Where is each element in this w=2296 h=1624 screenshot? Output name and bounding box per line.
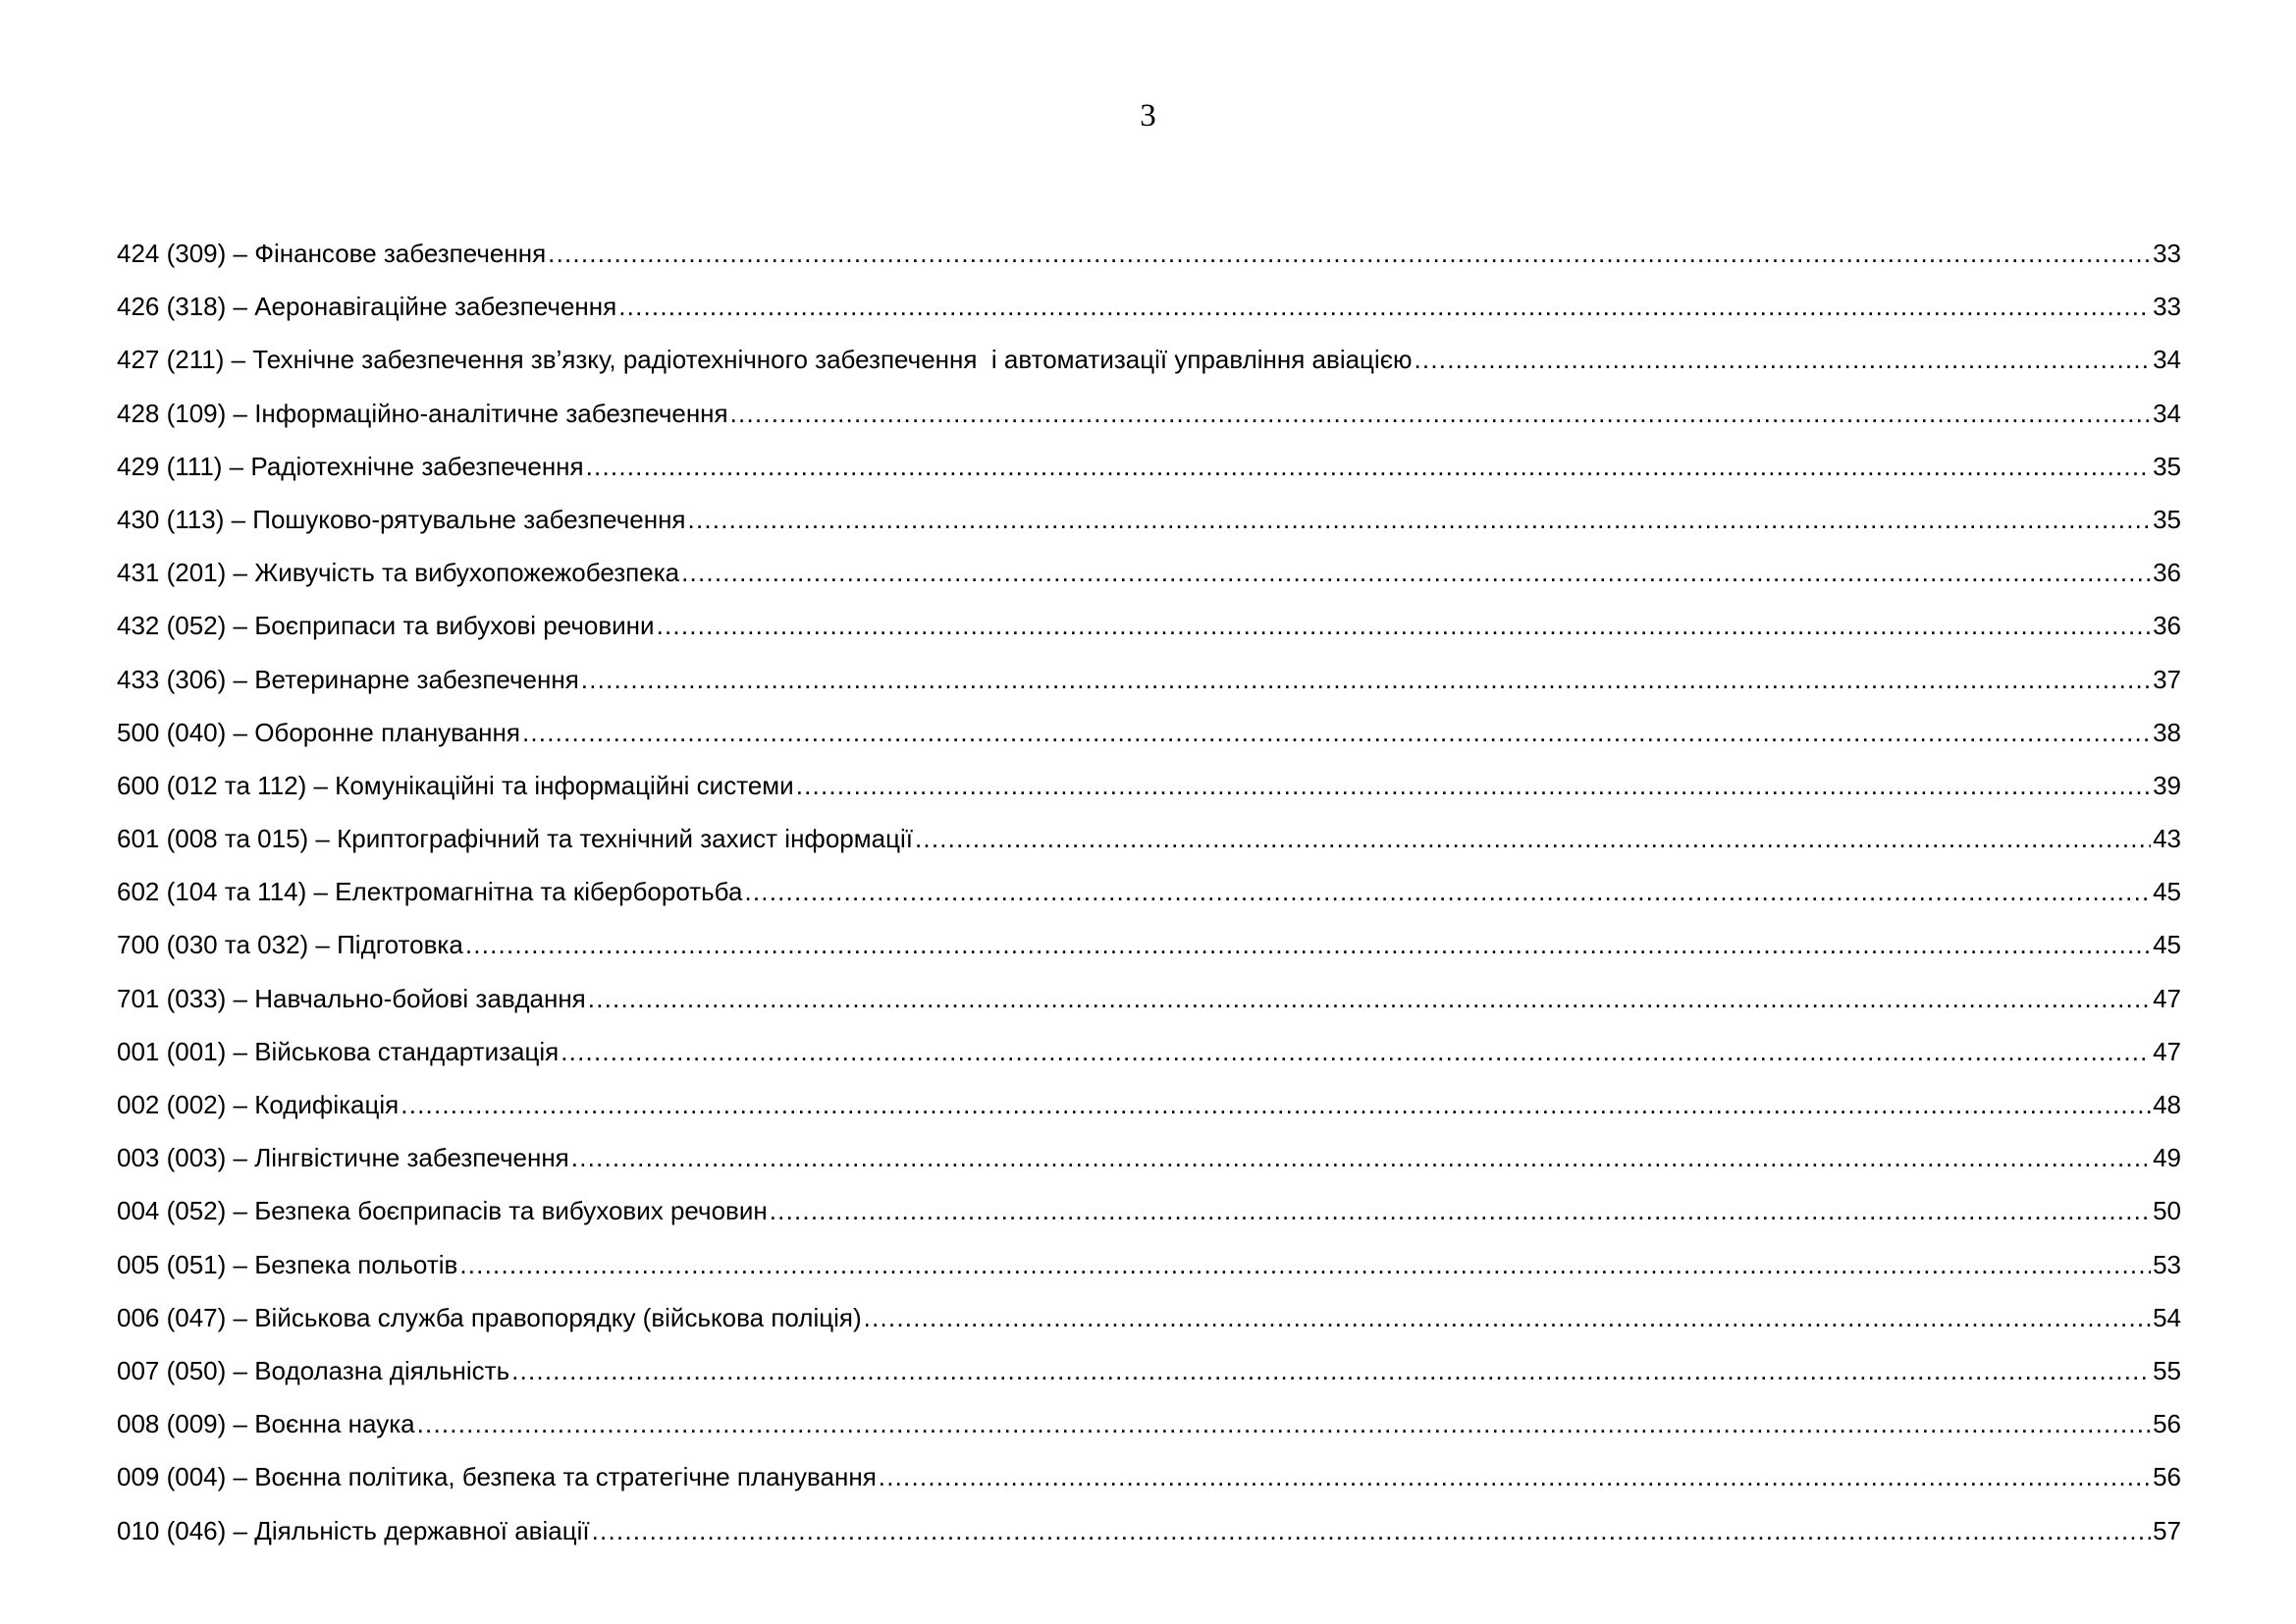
toc-entry[interactable] — [117, 713, 2181, 766]
toc-entry-title: 430 (113) – Пошуково-рятувальне забезпечення — [117, 504, 686, 534]
toc-entry[interactable] — [117, 925, 2181, 978]
toc-entry[interactable] — [117, 1511, 2181, 1564]
toc-dot-leader — [618, 287, 2151, 326]
toc-entry[interactable] — [117, 819, 2181, 872]
toc-entry-title: 427 (211) – Технічне забезпечення зв’язку, радіотехнічного забезпечення і автоматизації управління авіацією — [117, 345, 1413, 375]
toc-dot-leader — [522, 713, 2151, 752]
toc-dot-leader — [459, 1245, 2151, 1284]
toc-entry-title: 428 (109) – Інформаційно-аналітичне забезпечення — [117, 398, 728, 428]
toc-dot-leader — [730, 394, 2151, 433]
toc-entry[interactable] — [117, 872, 2181, 925]
toc-entry-title: 429 (111) – Радіотехнічне забезпечення — [117, 451, 584, 481]
toc-entry-page: 47 — [2153, 983, 2181, 1013]
toc-entry[interactable] — [117, 500, 2181, 553]
toc-entry-page: 57 — [2153, 1515, 2181, 1545]
toc-entry[interactable] — [117, 394, 2181, 447]
toc-entry-page: 33 — [2153, 292, 2181, 322]
toc-entry-title: 003 (003) – Лінгвістичне забезпечення — [117, 1143, 569, 1173]
toc-entry-page: 54 — [2153, 1302, 2181, 1332]
toc-dot-leader — [571, 1138, 2151, 1177]
toc-entry-title: 010 (046) – Діяльність державної авіації — [117, 1515, 590, 1545]
toc-dot-leader — [548, 234, 2151, 273]
toc-entry-title: 431 (201) – Живучість та вибухопожежобезпека — [117, 558, 680, 588]
toc-entry-title: 701 (033) – Навчально-бойові завдання — [117, 983, 586, 1013]
toc-dot-leader — [864, 1298, 2151, 1337]
toc-entry-title: 700 (030 та 032) – Підготовка — [117, 930, 463, 960]
toc-dot-leader — [417, 1404, 2151, 1443]
toc-entry-page: 45 — [2153, 930, 2181, 960]
table-of-contents — [117, 234, 2181, 1564]
toc-entry[interactable] — [117, 1298, 2181, 1351]
toc-entry[interactable] — [117, 1191, 2181, 1244]
toc-entry-page: 53 — [2153, 1249, 2181, 1279]
toc-dot-leader — [400, 1085, 2151, 1124]
toc-entry-title: 001 (001) – Військова стандартизація — [117, 1036, 560, 1066]
toc-entry[interactable] — [117, 660, 2181, 713]
toc-dot-leader — [588, 979, 2151, 1018]
toc-entry-title: 500 (040) – Оборонне планування — [117, 717, 520, 747]
toc-entry-page: 50 — [2153, 1196, 2181, 1226]
toc-entry-page: 36 — [2153, 611, 2181, 641]
toc-entry-title: 005 (051) – Безпека польотів — [117, 1249, 458, 1279]
toc-entry-page: 34 — [2153, 398, 2181, 428]
toc-entry-page: 35 — [2153, 504, 2181, 534]
toc-entry-page: 45 — [2153, 877, 2181, 907]
toc-entry-title: 002 (002) – Кодифікація — [117, 1090, 400, 1119]
toc-entry-page: 33 — [2153, 239, 2181, 268]
toc-dot-leader — [511, 1351, 2151, 1390]
toc-entry-title: 600 (012 та 112) – Комунікаційні та інформаційні системи — [117, 770, 794, 800]
toc-dot-leader — [1415, 340, 2152, 379]
toc-dot-leader — [581, 660, 2151, 699]
toc-dot-leader — [879, 1457, 2151, 1496]
toc-entry-title: 006 (047) – Військова служба правопорядку (військова поліція) — [117, 1302, 862, 1332]
toc-entry-title: 009 (004) – Воєнна політика, безпека та стратегічне планування — [117, 1462, 877, 1492]
toc-entry-page: 39 — [2153, 770, 2181, 800]
toc-entry-title: 007 (050) – Водолазна діяльність — [117, 1355, 510, 1385]
toc-entry[interactable] — [117, 553, 2181, 606]
toc-dot-leader — [744, 872, 2151, 911]
toc-dot-leader — [465, 925, 2151, 964]
toc-entry-page: 55 — [2153, 1355, 2181, 1385]
toc-entry[interactable] — [117, 1032, 2181, 1085]
toc-entry-page: 34 — [2153, 345, 2181, 375]
toc-entry[interactable] — [117, 979, 2181, 1032]
toc-entry-title: 426 (318) – Аеронавігаційне забезпечення — [117, 292, 617, 322]
toc-entry[interactable] — [117, 1138, 2181, 1191]
toc-entry-page: 38 — [2153, 717, 2181, 747]
toc-entry-title: 424 (309) – Фінансове забезпечення — [117, 239, 547, 268]
toc-entry-page: 48 — [2153, 1090, 2181, 1119]
toc-entry-page: 47 — [2153, 1036, 2181, 1066]
toc-dot-leader — [561, 1032, 2151, 1071]
toc-entry[interactable] — [117, 234, 2181, 287]
toc-entry[interactable] — [117, 1457, 2181, 1510]
page-number: 3 — [1140, 98, 1156, 134]
toc-entry[interactable] — [117, 340, 2181, 393]
toc-entry-page: 35 — [2153, 451, 2181, 481]
toc-entry-title: 008 (009) – Воєнна наука — [117, 1409, 415, 1439]
toc-entry-title: 601 (008 та 015) – Криптографічний та технічний захист інформації — [117, 824, 913, 854]
toc-dot-leader — [770, 1191, 2151, 1230]
toc-entry-page: 43 — [2153, 824, 2181, 854]
toc-entry[interactable] — [117, 287, 2181, 340]
toc-dot-leader — [592, 1511, 2151, 1550]
toc-entry-title: 602 (104 та 114) – Електромагнітна та кібербоpотьба — [117, 877, 743, 907]
toc-entry-page: 36 — [2153, 558, 2181, 588]
toc-entry[interactable] — [117, 1245, 2181, 1298]
toc-entry[interactable] — [117, 606, 2181, 659]
toc-dot-leader — [657, 606, 2152, 645]
toc-entry-title: 432 (052) – Боєприпаси та вибухові речовини — [117, 611, 655, 641]
toc-entry-page: 49 — [2153, 1143, 2181, 1173]
toc-dot-leader — [688, 500, 2152, 539]
toc-dot-leader — [681, 553, 2151, 592]
toc-entry[interactable] — [117, 447, 2181, 500]
toc-dot-leader — [915, 819, 2151, 858]
toc-dot-leader — [586, 447, 2151, 486]
toc-entry[interactable] — [117, 1404, 2181, 1457]
toc-entry-page: 56 — [2153, 1409, 2181, 1439]
toc-entry[interactable] — [117, 1351, 2181, 1404]
toc-dot-leader — [796, 766, 2151, 805]
toc-entry[interactable] — [117, 1085, 2181, 1138]
toc-entry[interactable] — [117, 766, 2181, 819]
toc-entry-title: 004 (052) – Безпека боєприпасів та вибухових речовин — [117, 1196, 768, 1226]
toc-entry-page: 37 — [2153, 664, 2181, 694]
toc-entry-page: 56 — [2153, 1462, 2181, 1492]
toc-entry-title: 433 (306) – Ветеринарне забезпечення — [117, 664, 579, 694]
